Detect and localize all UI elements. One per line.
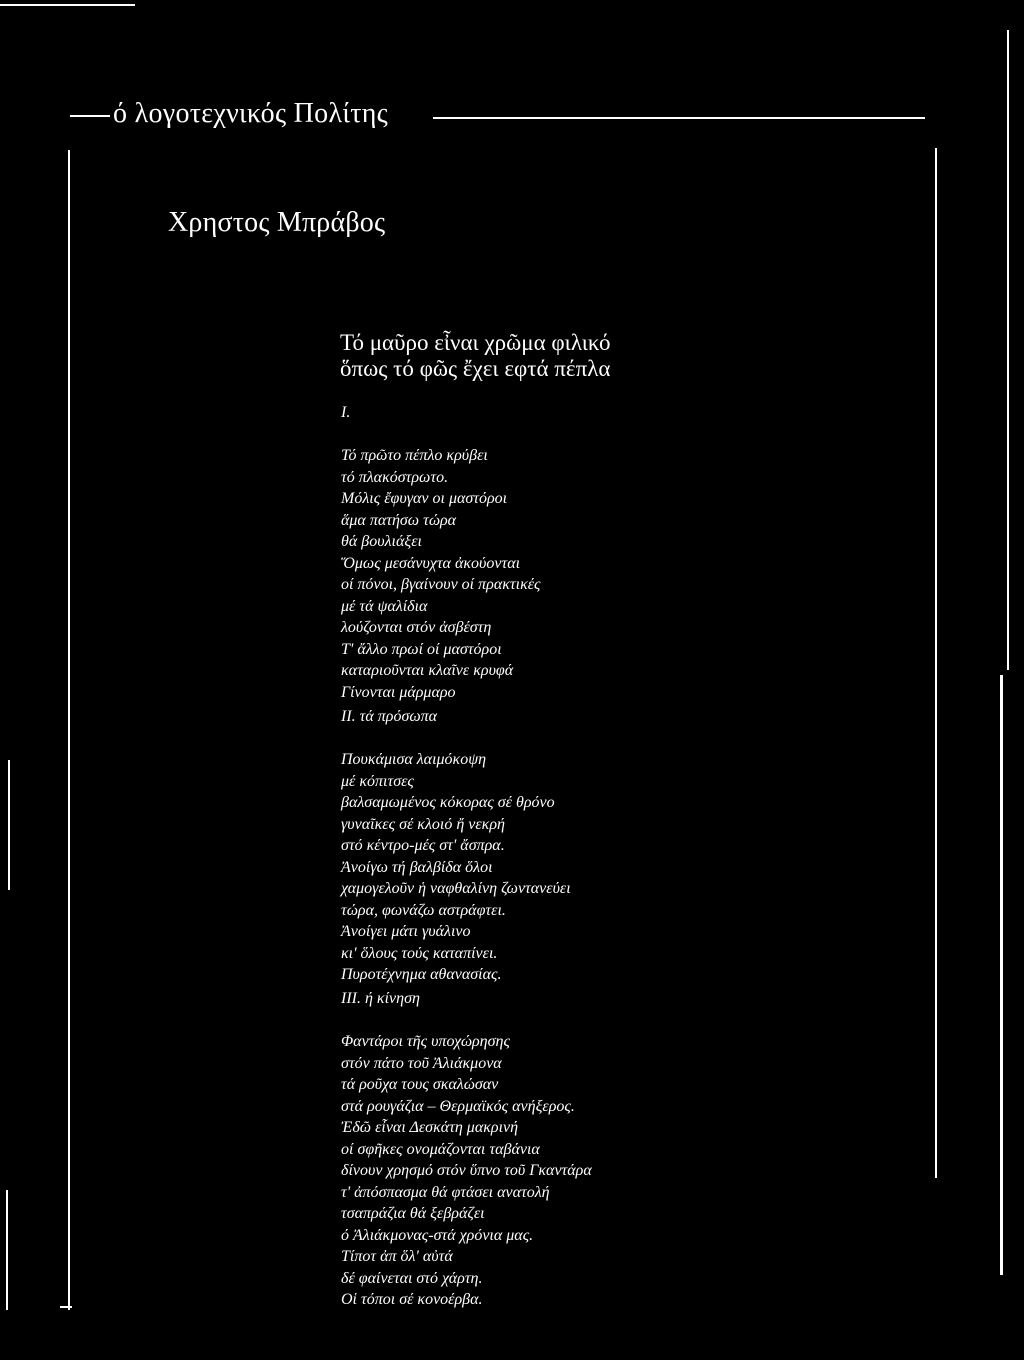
frame-left-line [68, 150, 70, 1310]
poem-line: Ἐδῶ εἶναι Δεσκάτη μακρινή [341, 1119, 519, 1136]
poem-line: θά βουλιάξει [341, 533, 422, 550]
poem-line: στόν πάτο τοῦ Ἀλιάκμονα [341, 1054, 502, 1072]
poem-line: στό κέντρο-μές στ' ἄσπρα. [341, 837, 505, 854]
poem-line: Ἀνοίγει μάτι γυάλινο [341, 923, 471, 940]
left-edge-mark-lower [6, 1190, 8, 1310]
poem-line: τά ροῦχα τους σκαλώσαν [341, 1076, 499, 1093]
poem-line: ἅμα πατήσω τώρα [341, 511, 457, 529]
poem-line: χαμογελοῦν ἡ ναφθαλίνη ζωντανεύει [341, 880, 571, 897]
frame-right-line [935, 148, 937, 1178]
poem-line: κι' ὅλους τούς καταπίνει. [341, 944, 498, 962]
section-1-number: I. [341, 404, 351, 421]
poem-line: Φαντάροι τῆς υποχώρησης [341, 1033, 510, 1050]
poem-line: μέ κόπιτσες [341, 772, 414, 790]
poem-line: Ἀνοίγω τή βαλβίδα ὅλοι [341, 858, 493, 876]
poem-line: Ὅμως μεσάνυχτα ἀκούονται [341, 554, 521, 572]
left-edge-mark [8, 760, 10, 890]
right-edge-line-lower [1000, 675, 1003, 1275]
poem-title-line: Τό μαῦρο εἶναι χρῶμα φιλικό [340, 330, 611, 355]
poem-line: Τ' ἄλλο πρωί οί μαστόροι [341, 640, 502, 658]
poem-line: τό πλακόστρωτο. [341, 468, 449, 486]
poem-title [340, 330, 611, 382]
section-2 [341, 706, 571, 986]
poem-line: μέ τά ψαλίδια [341, 597, 428, 615]
poem-line: Μόλις ἔφυγαν οι μαστόροι [341, 490, 508, 507]
poem-line: Πυροτέχνημα αθανασίας. [341, 966, 502, 983]
poem-line: Οἱ τόποι σέ κονοέρβα. [341, 1291, 483, 1308]
poem-line: λούζονται στόν ἀσβέστη [341, 619, 492, 636]
section-2-heading: II. τά πρόσωπα [341, 708, 438, 725]
poem-line: τ' ἀπόσπασμα θά φτάσει ανατολή [341, 1183, 550, 1201]
poem-line: οί σφῆκες ονομάζονται ταβάνια [341, 1140, 540, 1158]
author-name: Χρηστος Μπράβος [168, 207, 386, 238]
poem-line: γυναῖκες σέ κλοιό ἤ νεκρή [341, 815, 505, 833]
poem-line: καταριοῦνται κλαῖνε κρυφά [341, 662, 514, 679]
poem-line: Γίνονται μάρμαρο [341, 683, 456, 701]
poem-line: Τό πρῶτο πέπλο κρύβει [341, 447, 488, 464]
poem-line: δέ φαίνεται στό χάρτη. [341, 1269, 483, 1287]
poem-line: οί πόνοι, βγαίνουν οί πρακτικές [341, 576, 541, 593]
poem-line: τσαπράζια θά ξεβράζει [341, 1205, 485, 1222]
right-edge-line-upper [1007, 30, 1009, 670]
poem-line: τώρα, φωνάζω αστράφτει. [341, 901, 506, 919]
section-3 [341, 988, 592, 1311]
bottom-left-rule [60, 1306, 72, 1308]
poem-title-line: ὅπως τό φῶς ἔχει εφτά πέπλα [340, 356, 611, 381]
poem-line: δίνουν χρησμό στόν ὕπνο τοῦ Γκαντάρα [341, 1162, 592, 1179]
header-rule [433, 117, 925, 119]
publication-title: ό λογοτεχνικός Πολίτης [113, 98, 389, 129]
header-dash [70, 115, 110, 117]
poem-line: Πουκάμισα λαιμόκοψη [341, 751, 487, 768]
top-left-rule [0, 4, 135, 6]
poem-line: στά ρουγάζια – Θερμαϊκός ανήξερος. [341, 1097, 575, 1115]
poem-line: βαλσαμωμένος κόκορας σέ θρόνο [341, 794, 555, 811]
section-1 [341, 445, 541, 703]
poem-line: ό Ἀλιάκμονας-στά χρόνια μας. [341, 1226, 534, 1244]
section-3-heading: III. ή κίνηση [341, 990, 420, 1007]
poem-line: Τίποτ ἀπ ὅλ' αὐτά [341, 1248, 453, 1265]
